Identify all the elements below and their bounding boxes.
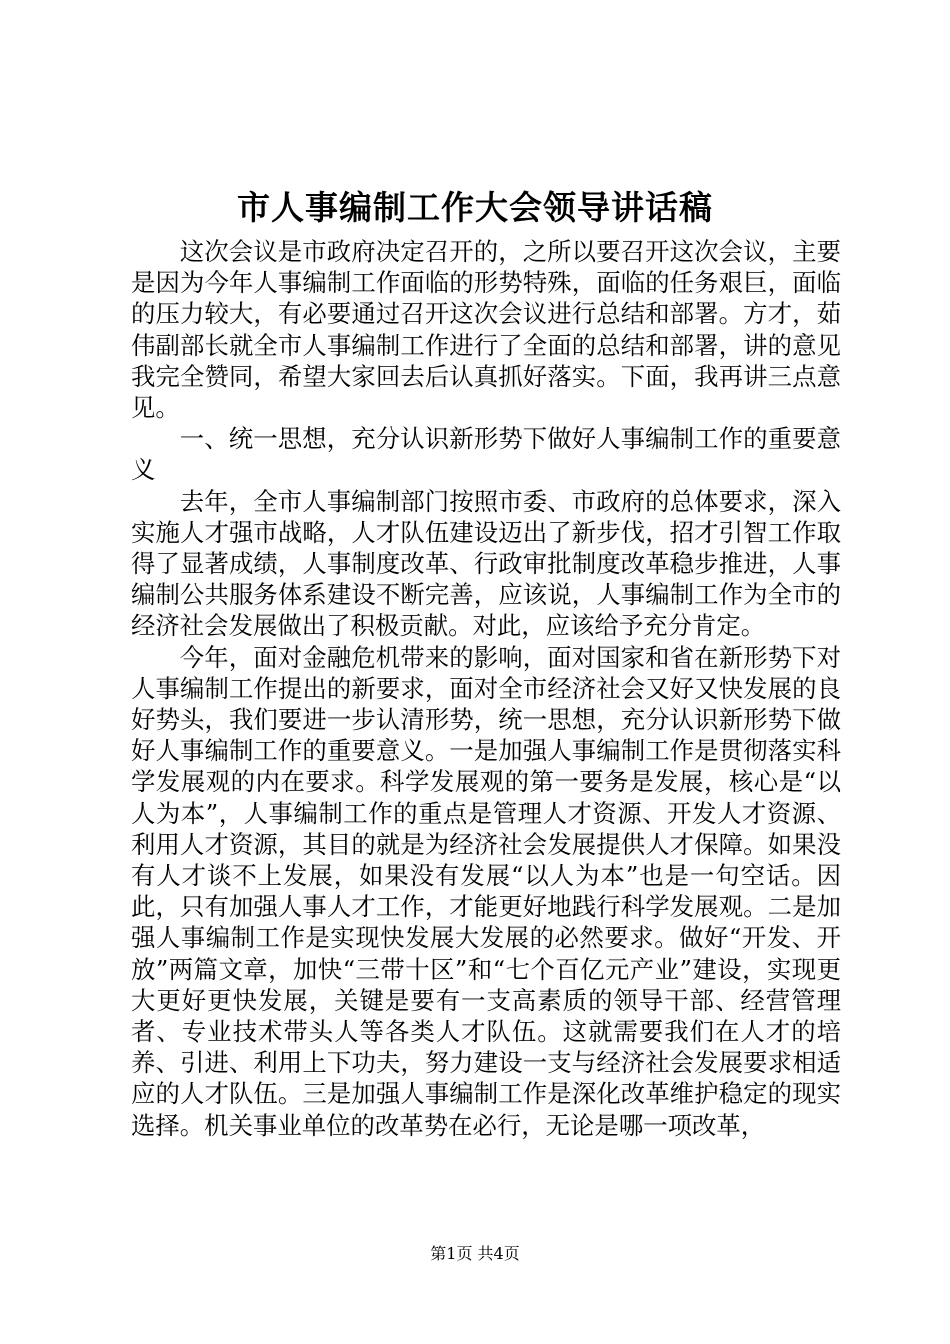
section-heading-1: 一、统一思想，充分认识新形势下做好人事编制工作的重要意义 bbox=[131, 424, 841, 485]
page-footer: 第1页 共4页 bbox=[430, 1244, 520, 1263]
paragraph-intro: 这次会议是市政府决定召开的，之所以要召开这次会议，主要是因为今年人事编制工作面临的形势特殊，面临的任务艰巨，面临的压力较大，有必要通过召开这次会议进行总结和部署。方才，茹伟副部长就全市人事编制工作进行了全面的总结和部署，讲的意见我完全赞同，希望大家回去后认真抓好落实。下面，我再讲三点意见。 bbox=[131, 237, 841, 423]
paragraph-last-year: 去年，全市人事编制部门按照市委、市政府的总体要求，深入实施人才强市战略，人才队伍建设迈出了新步伐，招才引智工作取得了显著成绩，人事制度改革、行政审批制度改革稳步推进，人事编制公共服务体系建设不断完善，应该说，人事编制工作为全市的经济社会发展做出了积极贡献。对此，应该给予充分肯定。 bbox=[131, 486, 841, 641]
paragraph-this-year: 今年，面对金融危机带来的影响，面对国家和省在新形势下对人事编制工作提出的新要求，面对全市经济社会又好又快发展的良好势头，我们要进一步认清形势，统一思想，充分认识新形势下做好人事编制工作的重要意义。一是加强人事编制工作是贯彻落实科学发展观的内在要求。科学发展观的第一要务是发展，核心是“以人为本”，人事编制工作的重点是管理人才资源、开发人才资源、利用人才资源，其目的就是为经济社会发展提供人才保障。如果没有人才谈不上发展，如果没有发展“以人为本”也是一句空话。因此，只有加强人事人才工作，才能更好地践行科学发展观。二是加强人事编制工作是实现快发展大发展的必然要求。做好“开发、开放”两篇文章，加快“三带十区”和“七个百亿元产业”建设，实现更大更好更快发展，关键是要有一支高素质的领导干部、经营管理者、专业技术带头人等各类人才队伍。这就需要我们在人才的培养、引进、利用上下功夫，努力建设一支与经济社会发展要求相适应的人才队伍。三是加强人事编制工作是深化改革维护稳定的现实选择。机关事业单位的改革势在必行，无论是哪一项改革， bbox=[131, 642, 841, 1140]
document-title: 市人事编制工作大会领导讲话稿 bbox=[237, 188, 713, 227]
document-body bbox=[131, 236, 841, 1141]
